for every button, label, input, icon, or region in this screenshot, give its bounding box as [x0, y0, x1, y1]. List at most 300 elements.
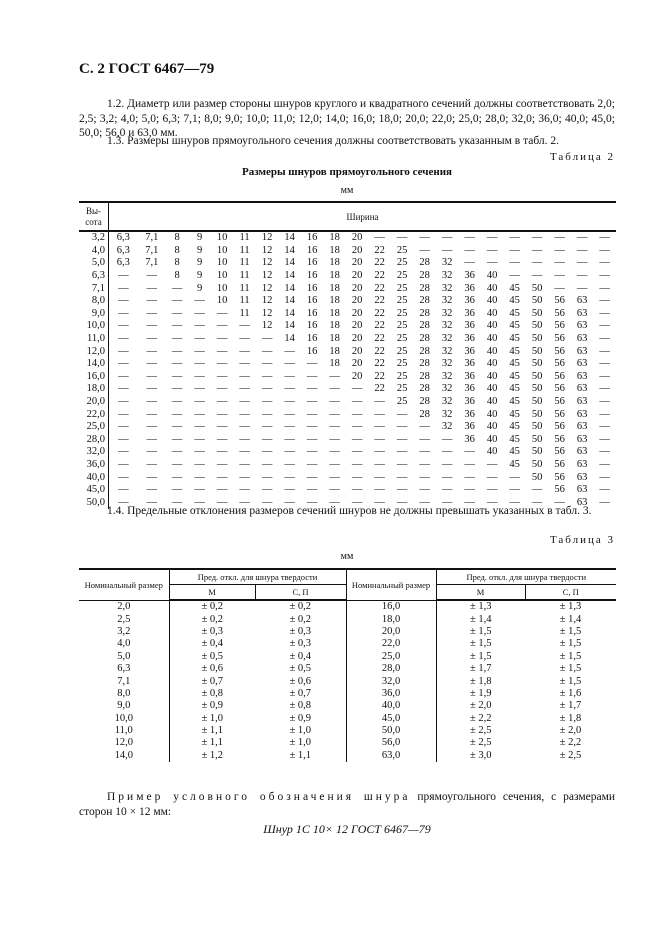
table2-width-cell: 20: [351, 333, 363, 345]
table2-width-cell: —: [284, 358, 295, 370]
table2-width-cell: 10: [216, 244, 228, 256]
table2-width-cell: —: [194, 358, 205, 370]
table2-width-cell: —: [171, 433, 183, 445]
table2-width-cell: 28: [419, 295, 430, 307]
table2-width-cell: 40: [486, 307, 498, 319]
table2-width-cell: —: [284, 496, 295, 508]
table3-nominal-cell: 5,0: [79, 651, 169, 663]
table2-width-cell: 63: [576, 496, 588, 508]
table2-width-cell: —: [306, 408, 318, 420]
table2-width-cell: 56: [554, 446, 565, 458]
table2-width-cell: 45: [509, 370, 520, 382]
table2-width-cell: —: [118, 496, 129, 508]
table2-width-cell: 11: [239, 282, 250, 294]
table2-width-cell: 45: [509, 433, 520, 445]
table2-width-cell: —: [419, 446, 430, 458]
table2-width-cell: —: [329, 408, 340, 420]
table2-width-cell: 36: [464, 295, 475, 307]
table2-width-cell: —: [118, 408, 129, 420]
table2-width-cell: 25: [396, 370, 408, 382]
table2-width-cell: 50: [531, 383, 543, 395]
table2-width-cell: 56: [554, 421, 565, 433]
table3-deviation-cell: ± 1,4: [559, 613, 582, 625]
table3-deviation-cell: ± 1,3: [469, 601, 492, 613]
table2-width-cell: 22: [374, 307, 385, 319]
table2-width-cell: —: [194, 320, 205, 332]
table2-width-cell: 10: [216, 282, 228, 294]
table2-width-cell: —: [599, 421, 610, 433]
table2-width-cell: —: [146, 408, 158, 420]
table2-width-cell: 45: [509, 320, 520, 332]
table3-row: [79, 663, 616, 675]
table2-width-cell: 40: [486, 282, 498, 294]
table2-width-cell: —: [171, 496, 183, 508]
table2-width-cell: —: [531, 496, 543, 508]
table2-width-cell: 9: [196, 257, 203, 269]
table2-width-cell: 9: [196, 270, 203, 282]
table2-width-cell: —: [216, 345, 228, 357]
table3-nominal-cell: 40,0: [346, 700, 436, 712]
table2-width-cell: 11: [239, 307, 250, 319]
table2-row: [79, 282, 616, 295]
table3-deviation-cell: ± 1,8: [469, 675, 492, 687]
table2-width-cell: —: [118, 282, 129, 294]
table2-body: [79, 231, 616, 509]
table2-width-cell: 18: [329, 270, 340, 282]
table2-width-cell: —: [351, 421, 363, 433]
table2-width-cell: —: [146, 370, 158, 382]
table2-width-cell: —: [351, 383, 363, 395]
table2-width-cell: —: [576, 270, 588, 282]
table2-width-cell: —: [351, 496, 363, 508]
table2-width-cell: —: [464, 232, 475, 244]
table2-width-cell: —: [509, 496, 520, 508]
table2-width-cell: —: [329, 421, 340, 433]
table2-width-cell: —: [194, 484, 205, 496]
table3-nominal-cell: 28,0: [346, 663, 436, 675]
table2-width-cell: 18: [329, 307, 340, 319]
table2-width-cell: 7,1: [145, 232, 159, 244]
table2-height-cell: 3,2: [79, 231, 109, 245]
table3-deviation-cell: ± 1,0: [201, 712, 223, 724]
table2-width-cell: —: [171, 307, 183, 319]
table2-width-cell: —: [239, 421, 250, 433]
table2-width-cell: 45: [509, 458, 520, 470]
table2-width-cell: —: [216, 484, 228, 496]
table3-nominal-header-right: Номинальный размер: [346, 569, 436, 600]
table2-width-cell: 12: [261, 270, 273, 282]
table2-width-cell: 25: [396, 307, 408, 319]
table2-width-cell: —: [599, 484, 610, 496]
table2-width-cell: 9: [196, 244, 203, 256]
table2-width-cell: —: [396, 421, 408, 433]
table2-width-cell: 56: [554, 471, 565, 483]
table2-width-cell: —: [441, 484, 453, 496]
table2-width-cell: 32: [441, 408, 453, 420]
table2-width-cell: 45: [509, 396, 520, 408]
table3-nominal-cell: 32,0: [346, 675, 436, 687]
table2-width-cell: —: [284, 396, 295, 408]
table2-width-cell: 28: [419, 370, 430, 382]
table2-width-cell: —: [216, 471, 228, 483]
table3-body: [79, 600, 616, 762]
table3-row: [79, 725, 616, 737]
table2-width-cell: 22: [374, 358, 385, 370]
table2-width-cell: 16: [306, 232, 318, 244]
table2-width-cell: 20: [351, 232, 363, 244]
table2-width-cell: 45: [509, 307, 520, 319]
table2-width-cell: —: [599, 244, 610, 256]
table2-width-cell: 25: [396, 295, 408, 307]
table2-width-cell: —: [171, 471, 183, 483]
table2-width-cell: 40: [486, 345, 498, 357]
table3-col-m-right: М: [436, 585, 525, 601]
table2-width-cell: 36: [464, 370, 475, 382]
table2-row: [79, 484, 616, 497]
table2-width-cell: 8: [174, 232, 180, 244]
table2-width-cell: 22: [374, 257, 385, 269]
table2-width-cell: 28: [419, 396, 430, 408]
table2-width-cell: 40: [486, 421, 498, 433]
table2-width-cell: —: [306, 446, 318, 458]
table2-width-cell: 40: [486, 446, 498, 458]
table2-width-cell: —: [599, 257, 610, 269]
table2-height-cell: 20,0: [79, 396, 109, 409]
table2-width-cell: 36: [464, 433, 475, 445]
table3-row: [79, 675, 616, 687]
table2-height-cell: 9,0: [79, 308, 109, 321]
table2-width-cell: 20: [351, 244, 363, 256]
table2-width-cell: —: [464, 458, 475, 470]
table2-width-cell: 28: [419, 257, 430, 269]
table2-width-cell: —: [239, 446, 250, 458]
table2-width-cell: —: [239, 358, 250, 370]
table2-width-cell: —: [118, 307, 129, 319]
table2-width-cell: 36: [464, 358, 475, 370]
table2-width-cell: —: [509, 270, 520, 282]
table2-width-cell: 63: [576, 396, 588, 408]
table2-width-cell: 50: [531, 421, 543, 433]
table2-width-cell: —: [441, 232, 453, 244]
table2-row: [79, 371, 616, 384]
table3-nominal-cell: 56,0: [346, 737, 436, 749]
table2-width-cell: —: [239, 471, 250, 483]
table2-width-cell: —: [599, 270, 610, 282]
table2-width-cell: —: [486, 496, 498, 508]
table2-width-cell: 32: [441, 320, 453, 332]
table2-width-cell: —: [486, 244, 498, 256]
table2-width-cell: 11: [239, 232, 250, 244]
table2-height-cell: 14,0: [79, 358, 109, 371]
table2-width-cell: —: [599, 333, 610, 345]
table2-row: [79, 270, 616, 283]
table3-deviation-cell: ± 1,5: [559, 650, 582, 662]
table2-width-cell: 28: [419, 282, 430, 294]
table2-width-cell: 36: [464, 408, 475, 420]
table2-width-cell: —: [329, 433, 340, 445]
table2-width-cell: 10: [216, 270, 228, 282]
table2-width-cell: —: [146, 484, 158, 496]
table2-width-cell: 16: [306, 320, 318, 332]
table2-width-cell: 32: [441, 396, 453, 408]
table2-width-cell: —: [329, 446, 340, 458]
table2-width-cell: 40: [486, 433, 498, 445]
table2-width-cell: —: [239, 484, 250, 496]
table2-width-cell: —: [261, 421, 273, 433]
table2-row: [79, 333, 616, 346]
table2-width-cell: 40: [486, 295, 498, 307]
table2-width-cell: 32: [441, 307, 453, 319]
table2-width-cell: —: [396, 458, 408, 470]
table3-row: [79, 638, 616, 650]
table2-width-cell: —: [329, 484, 340, 496]
table2-width-cell: —: [239, 458, 250, 470]
table2-width-cell: 12: [261, 257, 273, 269]
table3-deviation-cell: ± 0,7: [255, 688, 346, 700]
table2-width-cell: —: [261, 370, 273, 382]
table2-width-cell: 32: [441, 358, 453, 370]
table2-width-cell: —: [194, 345, 205, 357]
table2-width-cell: 8: [174, 244, 180, 256]
table2-width-cell: —: [194, 370, 205, 382]
table2-width-cell: —: [194, 307, 205, 319]
table2: [79, 201, 616, 509]
table2-width-cell: 45: [509, 446, 520, 458]
table2-width-cell: —: [146, 320, 158, 332]
table3-deviation-cell: ± 1,1: [201, 737, 223, 749]
table2-width-cell: —: [464, 484, 475, 496]
table2-width-cell: 16: [306, 270, 318, 282]
table2-width-cell: —: [261, 383, 273, 395]
table2-width-cell: —: [554, 232, 565, 244]
table2-row: [79, 421, 616, 434]
table2-width-cell: —: [486, 232, 498, 244]
table2-width-cell: —: [216, 496, 228, 508]
table2-width-cell: —: [146, 471, 158, 483]
table2-width-cell: —: [599, 471, 610, 483]
table3-nominal-cell: 14,0: [79, 750, 169, 762]
table2-width-cell: —: [261, 471, 273, 483]
table2-width-cell: 56: [554, 484, 565, 496]
table2-width-cell: —: [396, 471, 408, 483]
table3-deviation-cell: ± 1,1: [201, 725, 223, 737]
table3-deviation-cell: ± 1,3: [559, 601, 582, 613]
table2-width-cell: —: [194, 433, 205, 445]
table2-width-cell: 40: [486, 358, 498, 370]
table2-width-cell: —: [171, 333, 183, 345]
table2-width-cell: —: [194, 408, 205, 420]
table2-width-cell: —: [239, 345, 250, 357]
table3-deviation-cell: ± 1,4: [469, 613, 492, 625]
table2-width-cell: —: [261, 458, 273, 470]
table3-deviation-cell: ± 2,0: [559, 725, 582, 737]
table2-width-cell: —: [216, 408, 228, 420]
table2-row: [79, 345, 616, 358]
table2-width-cell: —: [306, 370, 318, 382]
table2-height-cell: 22,0: [79, 408, 109, 421]
table2-width-cell: —: [441, 458, 453, 470]
table2-width-cell: —: [216, 458, 228, 470]
table2-width-cell: 18: [329, 358, 340, 370]
table2-width-cell: 18: [329, 295, 340, 307]
table2-width-cell: —: [171, 446, 183, 458]
table2-width-cell: 9: [196, 282, 203, 294]
table3-deviation-cell: ± 1,5: [559, 663, 582, 675]
table2-width-cell: —: [599, 307, 610, 319]
table2-width-cell: 56: [554, 320, 565, 332]
table2-width-cell: 22: [374, 270, 385, 282]
table3-deviation-cell: ± 1,2: [201, 749, 223, 761]
table3-deviation-cell: ± 1,7: [469, 663, 492, 675]
page-header: С. 2 ГОСТ 6467—79: [79, 61, 215, 77]
table2-width-cell: —: [396, 446, 408, 458]
table2-width-cell: —: [419, 421, 430, 433]
table3-row: [79, 688, 616, 700]
table2-width-cell: 63: [576, 307, 588, 319]
table2-width-cell: 12: [261, 320, 273, 332]
table2-width-cell: —: [171, 295, 183, 307]
table2-width-cell: —: [374, 496, 385, 508]
table2-width-cell: —: [261, 333, 273, 345]
table2-width-cell: —: [554, 282, 565, 294]
table2-width-cell: 16: [306, 307, 318, 319]
table2-width-cell: 14: [284, 282, 295, 294]
table2-width-cell: —: [599, 295, 610, 307]
table2-width-cell: 25: [396, 396, 408, 408]
table2-width-cell: —: [576, 257, 588, 269]
table3-nominal-cell: 16,0: [346, 600, 436, 613]
table2-width-cell: —: [441, 446, 453, 458]
table2-width-cell: 56: [554, 396, 565, 408]
table3-row: [79, 750, 616, 762]
table2-width-cell: —: [599, 232, 610, 244]
table2-width-cell: 16: [306, 333, 318, 345]
table2-width-cell: —: [554, 496, 565, 508]
table2-width-cell: 56: [554, 433, 565, 445]
table2-width-cell: 28: [419, 270, 430, 282]
table2-width-cell: 25: [396, 383, 408, 395]
table3-deviation-cell: ± 0,4: [201, 638, 223, 650]
table2-width-cell: 63: [576, 471, 588, 483]
table2-width-cell: —: [351, 446, 363, 458]
table2-width-cell: 45: [509, 295, 520, 307]
table2-height-cell: 28,0: [79, 434, 109, 447]
table2-width-cell: —: [261, 345, 273, 357]
table2-width-cell: —: [118, 345, 129, 357]
table2-width-cell: —: [531, 484, 543, 496]
table2-width-cell: —: [284, 471, 295, 483]
table2-width-cell: —: [194, 421, 205, 433]
table2-width-cell: —: [118, 446, 129, 458]
table3-deviation-cell: ± 1,5: [559, 625, 582, 637]
table2-width-cell: —: [306, 471, 318, 483]
table2-width-cell: —: [396, 408, 408, 420]
table2-width-cell: 28: [419, 345, 430, 357]
table2-width-cell: —: [239, 408, 250, 420]
table3-nominal-cell: 50,0: [346, 725, 436, 737]
table2-width-cell: —: [146, 433, 158, 445]
table2-width-cell: —: [599, 320, 610, 332]
table2-width-cell: —: [239, 320, 250, 332]
example-paragraph: [79, 790, 615, 819]
table2-width-cell: —: [306, 396, 318, 408]
table2-width-cell: —: [171, 282, 183, 294]
table2-width-cell: 22: [374, 320, 385, 332]
table2-width-cell: —: [419, 471, 430, 483]
table2-width-cell: —: [351, 433, 363, 445]
table2-width-cell: 45: [509, 282, 520, 294]
table2-width-cell: —: [441, 433, 453, 445]
table2-width-cell: 50: [531, 345, 543, 357]
table2-width-cell: 28: [419, 358, 430, 370]
table3-deviation-cell: ± 1,7: [559, 700, 582, 712]
table2-width-cell: 40: [486, 333, 498, 345]
table3-deviation-cell: ± 2,5: [559, 749, 582, 761]
example-lead: Пример условного обозначения шнура: [107, 791, 411, 803]
table3-deviation-cell: ± 1,8: [559, 712, 582, 724]
table2-width-cell: 56: [554, 370, 565, 382]
table2-width-cell: 50: [531, 396, 543, 408]
table2-width-cell: 40: [486, 408, 498, 420]
table2-width-cell: —: [329, 370, 340, 382]
table2-width-cell: 63: [576, 484, 588, 496]
table2-width-cell: 6,3: [116, 232, 130, 244]
table3-nominal-cell: 36,0: [346, 688, 436, 700]
table2-width-cell: —: [118, 484, 129, 496]
table2-width-cell: 20: [351, 307, 363, 319]
table2-width-cell: —: [261, 484, 273, 496]
table2-row: [79, 295, 616, 308]
table2-width-cell: 20: [351, 282, 363, 294]
table2-width-cell: 40: [486, 320, 498, 332]
table3-nominal-cell: 18,0: [346, 613, 436, 625]
table2-width-cell: —: [146, 421, 158, 433]
table2-width-cell: —: [419, 433, 430, 445]
table2-width-cell: 20: [351, 270, 363, 282]
table2-width-cell: 22: [374, 295, 385, 307]
table2-width-cell: —: [171, 383, 183, 395]
table2-width-cell: —: [118, 433, 129, 445]
table2-width-cell: —: [146, 307, 158, 319]
table2-width-cell: —: [306, 458, 318, 470]
table2-row: [79, 257, 616, 270]
table2-width-cell: —: [464, 471, 475, 483]
table2-width-cell: 63: [576, 458, 588, 470]
table2-width-cell: 50: [531, 358, 543, 370]
table2-width-cell: 18: [329, 282, 340, 294]
table2-width-cell: —: [419, 244, 430, 256]
table2-height-cell: 10,0: [79, 320, 109, 333]
table2-width-cell: —: [374, 396, 385, 408]
table2-width-cell: 40: [486, 370, 498, 382]
table2-width-cell: 16: [306, 257, 318, 269]
table3-deviation-cell: ± 0,5: [255, 663, 346, 675]
table2-width-cell: —: [239, 333, 250, 345]
table3-nominal-cell: 22,0: [346, 638, 436, 650]
table2-width-cell: —: [306, 433, 318, 445]
table2-width-cell: —: [239, 496, 250, 508]
table2-width-cell: 63: [576, 446, 588, 458]
table3-deviation-cell: ± 0,8: [255, 700, 346, 712]
table2-width-cell: —: [194, 471, 205, 483]
table2-width-cell: —: [374, 471, 385, 483]
table2-width-cell: —: [374, 421, 385, 433]
paragraph-1-4: 1.4. Предельные отклонения размеров сечений шнуров не должны превышать указанных в табл. 3.: [107, 505, 592, 517]
table2-width-cell: 20: [351, 320, 363, 332]
table2-width-cell: 63: [576, 345, 588, 357]
table3-deviation-cell: ± 0,8: [201, 687, 223, 699]
table2-height-cell: 8,0: [79, 295, 109, 308]
